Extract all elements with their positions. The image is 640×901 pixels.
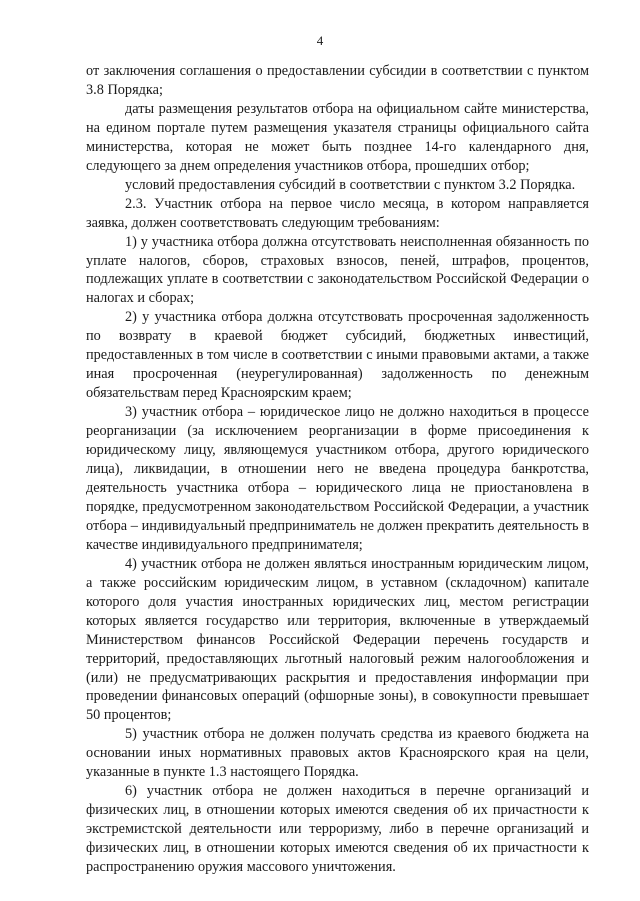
requirement-5: 5) участник отбора не должен получать средства из краевого бюджета на основании иных нормативных правовых актов Красноярского края на цели, указанные в пункте 1.3 настоящего Порядка. <box>86 726 589 781</box>
requirement-1: 1) у участника отбора должна отсутствовать неисполненная обязанность по уплате налогов, сборов, страховых взносов, пеней, штрафов, процентов, подлежащих уплате в соответствии с законодательством Российской Федерации о налогах и сборах; <box>86 233 589 307</box>
paragraph-conditions: условий предоставления субсидий в соответствии с пунктом 3.2 Порядка. <box>125 176 576 193</box>
page-number: 4 <box>316 33 324 48</box>
requirement-2: 2) у участника отбора должна отсутствовать просроченная задолженность по возврату в краевой бюджет субсидий, бюджетных инвестиций, предоставленных в том числе в соответствии с иными правовыми актами, а также иная просроченная (неурегулированная) задолженность по денежным обязательствам перед Красноярским краем; <box>86 309 589 402</box>
paragraph-continuation: от заключения соглашения о предоставлении субсидии в соответствии с пунктом 3.8 Порядка; <box>86 63 589 98</box>
requirement-3: 3) участник отбора – юридическое лицо не должно находиться в процессе реорганизации (за исключением реорганизации в форме присоединения к юридическому лицу, являющемуся участником отбора, другого юридического лица), ликвидации, в отношении него не введена процедура банкротства, деятельность участника отбора – юридического лица не приостановлена в порядке, предусмотренном законодательством Российской Федерации, а участник отбора – индивидуальный предприниматель не должен прекратить деятельность в качестве индивидуального предпринимателя; <box>86 404 589 553</box>
requirement-6: 6) участник отбора не должен находиться в перечне организаций и физических лиц, в отношении которых имеются сведения об их причастности к экстремистской деятельности или терроризму, либо в перечне организаций и физических лиц, в отношении которых имеются сведения об их причастности к распространению оружия массового уничтожения. <box>86 783 589 876</box>
requirement-4: 4) участник отбора не должен являться иностранным юридическим лицом, а также российским юридическим лицом, в уставном (складочном) капитале которого доля участия иностранных юридических лиц, местом регистрации которых является государство или территория, включенные в утверждаемый Министерством финансов Российской Федерации перечень государств и территорий, предоставляющих льготный налоговый режим налогообложения и (или) не предусматривающих раскрытия и предоставления информации при проведении финансовых операций (офшорные зоны), в совокупности превышает 50 процентов; <box>86 555 589 724</box>
paragraph-dates: даты размещения результатов отбора на официальном сайте министерства, на едином портале путем размещения указателя страницы официального сайта министерства, которая не может быть позднее 14-го календарного дня, следующего за днем определения участников отбора, прошедших отбор; <box>86 100 589 174</box>
paragraph-2-3: 2.3. Участник отбора на первое число месяца, в котором направляется заявка, должен соответствовать следующим требованиям: <box>86 195 589 231</box>
document-body <box>86 62 589 877</box>
